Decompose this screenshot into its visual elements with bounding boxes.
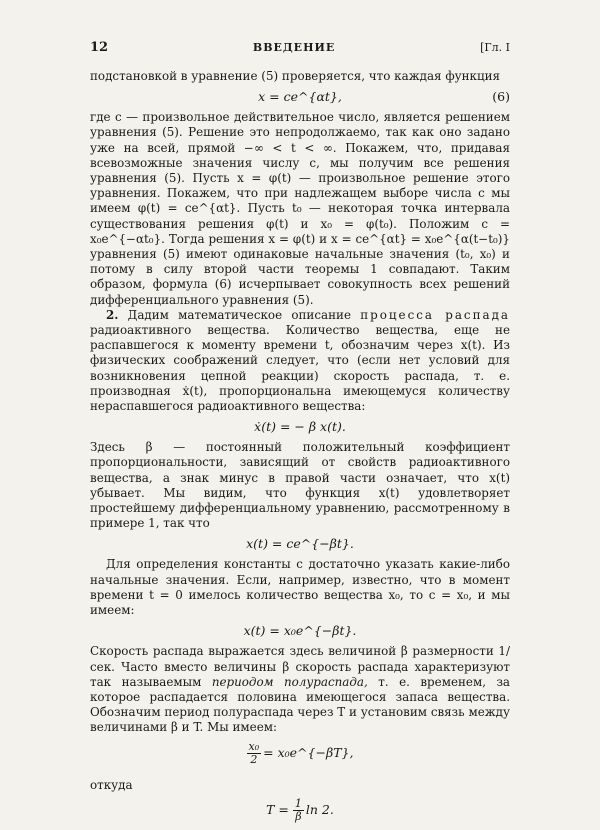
paragraph-6-b: т. е. временем, за которое распадается половина имеющегося запаса вещества. Обозначим период полураспада через T и установим связь между величинами β и T. Мы имеем: bbox=[90, 674, 511, 735]
chapter-marker: [Гл. I bbox=[480, 41, 510, 54]
paragraph-6 bbox=[90, 644, 510, 735]
paragraph-6-a: Скорость распада выражается здесь величиной β размерности 1/сек. Часто вместо величины β скорость распада характеризуют так называемым bbox=[90, 644, 510, 689]
paragraph-4: Здесь β — постоянный положительный коэффициент пропорциональности, зависящий от свойств радиоактивного вещества, а знак минус в правой части означает, что x(t) убывает. Мы видим, что функция x(t) удовлетворяет простейшему дифференциальному уравнению, рассмотренному в примере 1, так что bbox=[90, 440, 510, 531]
paragraph-3-text: радиоактивного вещества. Количество вещества, еще не распавшегося к моменту времени t, обозначим через x(t). Из физических соображений следует, что (если нет условий для возникновения цепной реакции) скорость распада, т. е. производная ẋ(t), пропорциональна имеющемуся количеству нераспавшегося радиоактивного вещества: bbox=[90, 323, 510, 414]
half-life-fraction bbox=[247, 741, 262, 766]
formula-6-expression: x = ce^{αt}, bbox=[258, 89, 342, 105]
running-title: ВВЕДЕНИЕ bbox=[252, 41, 336, 54]
paragraph-5: Для определения константы c достаточно указать какие-либо начальные значения. Если, например, известно, что в момент времени t = 0 имелось количество вещества x₀, то c = x₀, и мы имеем: bbox=[90, 557, 510, 618]
half-life-numerator: x₀ bbox=[248, 739, 260, 753]
page-number: 12 bbox=[90, 40, 109, 55]
paragraph-3 bbox=[90, 308, 510, 414]
page-body bbox=[90, 69, 510, 830]
formula-decay bbox=[90, 419, 510, 435]
formula-solution-expression: x(t) = ce^{−βt}. bbox=[246, 536, 354, 552]
formula-solution bbox=[90, 536, 510, 552]
half-life-term: периодом полураспада, bbox=[211, 674, 368, 689]
paragraph-1: подстановкой в уравнение (5) проверяется, что каждая функция bbox=[90, 69, 501, 83]
paragraph-3-lead: Дадим математическое описание bbox=[127, 307, 351, 322]
section-number: 2. bbox=[106, 307, 119, 322]
formula-initial bbox=[90, 623, 510, 639]
paragraph-7: откуда bbox=[90, 777, 133, 792]
paragraph-3-spaced: процесса распада bbox=[360, 307, 511, 322]
formula-initial-expression: x(t) = x₀e^{−βt}. bbox=[243, 623, 357, 639]
running-header bbox=[90, 40, 510, 55]
formula-T-rhs: ln 2. bbox=[305, 801, 334, 817]
T-fraction bbox=[293, 798, 304, 823]
formula-6-number: (6) bbox=[492, 89, 510, 105]
formula-T-lhs: T = bbox=[266, 801, 289, 817]
paragraph-2: где c — произвольное действительное число, является решением уравнения (5). Решение это непродолжаемо, так как оно задано уже на всей, прямой −∞ < t < ∞. Покажем, что, придавая всевозможные значения числу c, мы получим все решения уравнения (5). Пусть x = φ(t) — произвольное решение этого уравнения. Покажем, что при надлежащем выборе числа c мы имеем φ(t) = ce^{αt}. Пусть t₀ — некоторая точка интервала существования решения φ(t) и x₀ = φ(t₀). Положим c = x₀e^{−αt₀}. Тогда решения x = φ(t) и x = ce^{αt} = x₀e^{α(t−t₀)} уравнения (5) имеют одинаковые начальные значения (t₀, x₀) и потому в силу второй части теоремы 1 совпадают. Таким образом, формула (6) исчерпывает совокупность всех решений дифференциального уравнения (5). bbox=[90, 110, 510, 307]
half-life-denominator: 2 bbox=[250, 752, 258, 766]
formula-T bbox=[90, 798, 510, 830]
formula-decay-expression: ẋ(t) = − β x(t). bbox=[254, 419, 346, 435]
formula-half-life bbox=[90, 741, 510, 773]
half-life-rhs: = x₀e^{−βT}, bbox=[263, 744, 354, 760]
T-numerator: 1 bbox=[294, 796, 302, 810]
formula-6 bbox=[90, 89, 510, 105]
T-denominator: β bbox=[295, 809, 302, 823]
